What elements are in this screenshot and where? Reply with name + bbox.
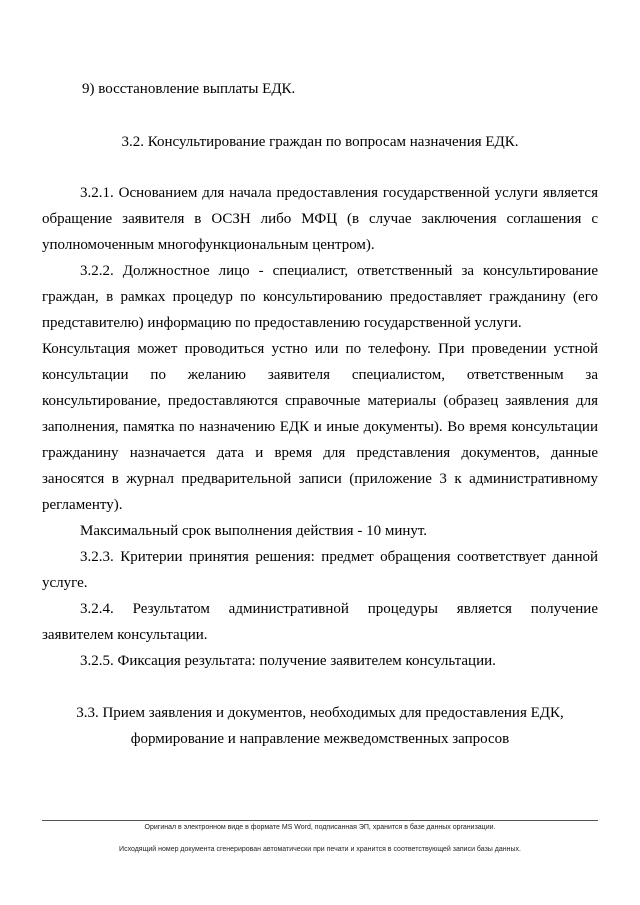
list-item-9: 9) восстановление выплаты ЕДК. — [82, 81, 296, 97]
consultation-line-5: гражданину назначается дата и время для представления документов, данные — [42, 445, 598, 461]
section-3-3-heading-line-2: формирование и направление межведомственных запросов — [130, 731, 510, 747]
footer-note-1: Оригинал в электронном виде в формате MS Word, подписанная ЭП, хранится в базе данных организации. — [144, 824, 496, 831]
paragraph-3-2-2-line-1: 3.2.2. Должностное лицо - специалист, ответственный за консультирование — [80, 263, 598, 279]
paragraph-3-2-1-line-1: 3.2.1. Основанием для начала предоставления государственной услуги является — [80, 185, 598, 201]
consultation-line-6: заносятся в журнал предварительной записи (приложение 3 к административному — [42, 471, 598, 487]
section-3-2-heading: 3.2. Консультирование граждан по вопросам назначения ЕДК. — [121, 134, 519, 150]
paragraph-3-2-3-line-1: 3.2.3. Критерии принятия решения: предмет обращения соответствует данной — [80, 549, 598, 565]
paragraph-3-2-3-line-2: услуге. — [42, 575, 88, 591]
footer-note-2: Исходящий номер документа сгенерирован автоматически при печати и хранится в соответствующей записи базы данных. — [119, 846, 521, 853]
consultation-line-2: консультации по желанию заявителя специалистом, ответственным за — [42, 367, 598, 383]
consultation-line-3: консультирование, предоставляются справочные материалы (образец заявления для — [42, 393, 598, 409]
paragraph-3-2-1-line-2: обращение заявителя в ОСЗН либо МФЦ (в случае заключения соглашения с — [42, 211, 598, 227]
paragraph-3-2-2-line-2: граждан, в рамках процедур по консультированию предоставляет гражданину (его — [42, 289, 598, 305]
max-time-line: Максимальный срок выполнения действия - 10 минут. — [80, 523, 428, 539]
footer-divider — [42, 820, 598, 821]
consultation-line-7: регламенту). — [42, 497, 123, 513]
paragraph-3-2-4-line-1: 3.2.4. Результатом административной процедуры является получение — [80, 601, 598, 617]
paragraph-3-2-5: 3.2.5. Фиксация результата: получение заявителем консультации. — [80, 653, 496, 669]
consultation-line-4: заполнения, памятка по назначению ЕДК и иные документы). Во время консультации — [42, 419, 598, 435]
consultation-line-1: Консультация может проводиться устно или по телефону. При проведении устной — [42, 341, 598, 357]
section-3-3-heading-line-1: 3.3. Прием заявления и документов, необходимых для предоставления ЕДК, — [76, 705, 564, 721]
paragraph-3-2-2-line-3: представителю) информацию по предоставлению государственной услуги. — [42, 315, 522, 331]
paragraph-3-2-1-line-3: уполномоченным многофункциональным центром). — [42, 237, 375, 253]
paragraph-3-2-4-line-2: заявителем консультации. — [42, 627, 208, 643]
